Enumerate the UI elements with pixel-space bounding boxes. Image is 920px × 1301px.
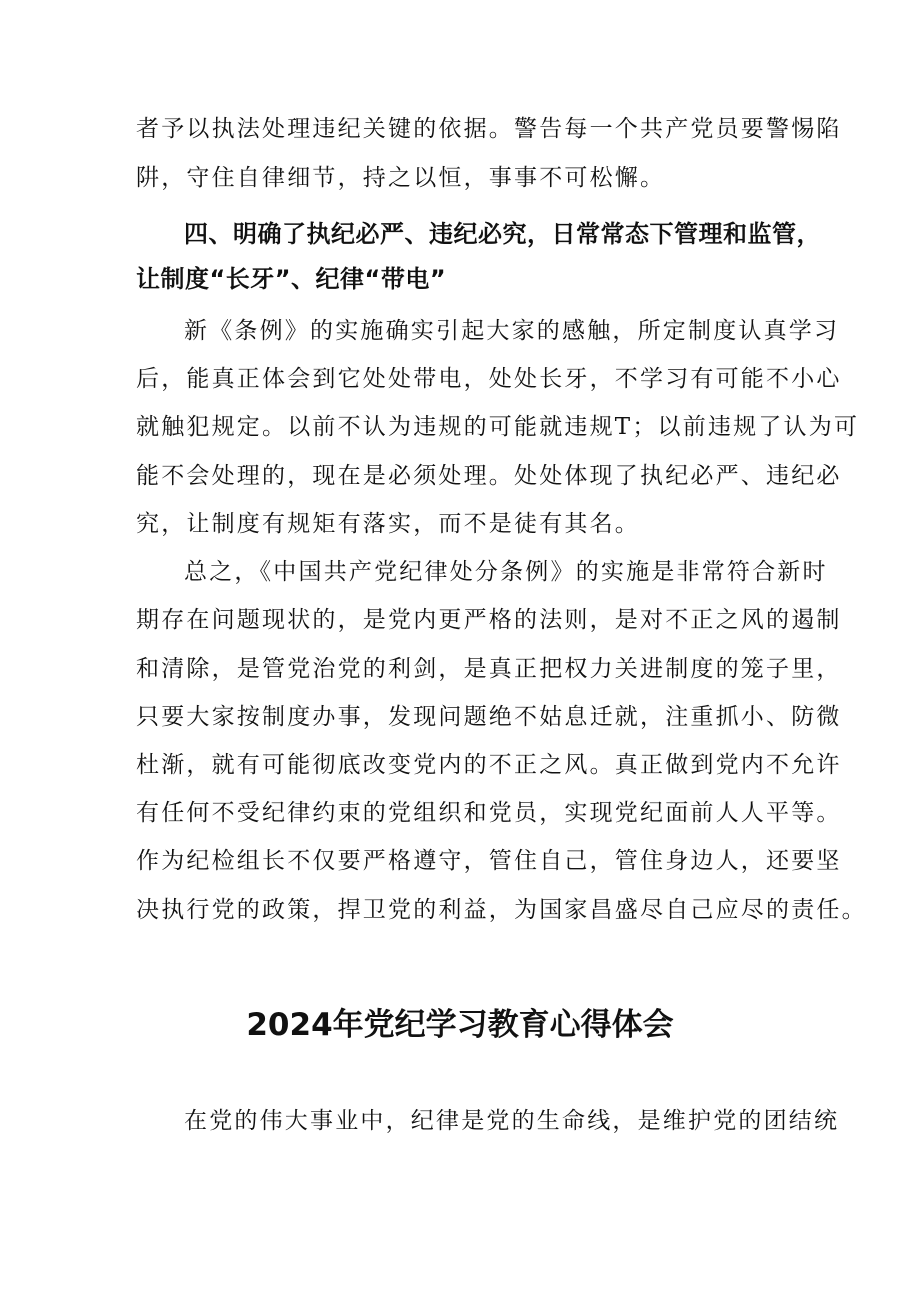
paragraph-line: 决执行党的政策，捍卫党的利益，为国家昌盛尽自己应尽的责任。 [136, 897, 867, 923]
paragraph-line: 能不会处理的，现在是必须处理。处处体现了执纪必严、违纪必 [136, 463, 842, 489]
paragraph-line: 杜渐，就有可能彻底改变党内的不正之风。真正做到党内不允许 [136, 752, 842, 778]
paragraph-line: 在党的伟大事业中，纪律是党的生命线，是维护党的团结统 [184, 1108, 840, 1134]
paragraph-line: 总之，《中国共产党纪律处分条例》的实施是非常符合新时 [184, 559, 828, 585]
paragraph-line: 作为纪检组长不仅要严格遵守，管住自己，管住身边人，还要坚 [136, 848, 842, 874]
paragraph-line: 者予以执法处理违纪关键的依据。警告每一个共产党员要警惕陷 [136, 116, 842, 142]
paragraph-line: 和清除，是管党治党的利剑，是真正把权力关进制度的笼子里， [136, 656, 842, 682]
section-heading: 让制度“长牙”、纪律“带电” [136, 265, 447, 293]
paragraph-line: 只要大家按制度办事，发现问题绝不姑息迁就，注重抓小、防微 [136, 704, 842, 730]
paragraph-line: 后，能真正体会到它处处带电，处处长牙，不学习有可能不小心 [136, 366, 842, 392]
article-title: 2024年党纪学习教育心得体会 [246, 1007, 674, 1043]
paragraph-line: 新《条例》的实施确实引起大家的感触，所定制度认真学习 [184, 318, 840, 344]
paragraph-line: 期存在问题现状的，是党内更严格的法则，是对不正之风的遏制 [136, 607, 842, 633]
paragraph-line: 究，让制度有规矩有落实，而不是徒有其名。 [136, 511, 640, 537]
paragraph-line: 就触犯规定。以前不认为违规的可能就违规T；以前违规了认为可 [136, 414, 860, 440]
paragraph-line: 有任何不受纪律约束的党组织和党员，实现党纪面前人人平等。 [136, 800, 842, 826]
section-heading: 四、明确了执纪必严、违纪必究，日常常态下管理和监管， [184, 220, 821, 248]
paragraph-line: 阱，守住自律细节，持之以恒，事事不可松懈。 [136, 165, 666, 191]
